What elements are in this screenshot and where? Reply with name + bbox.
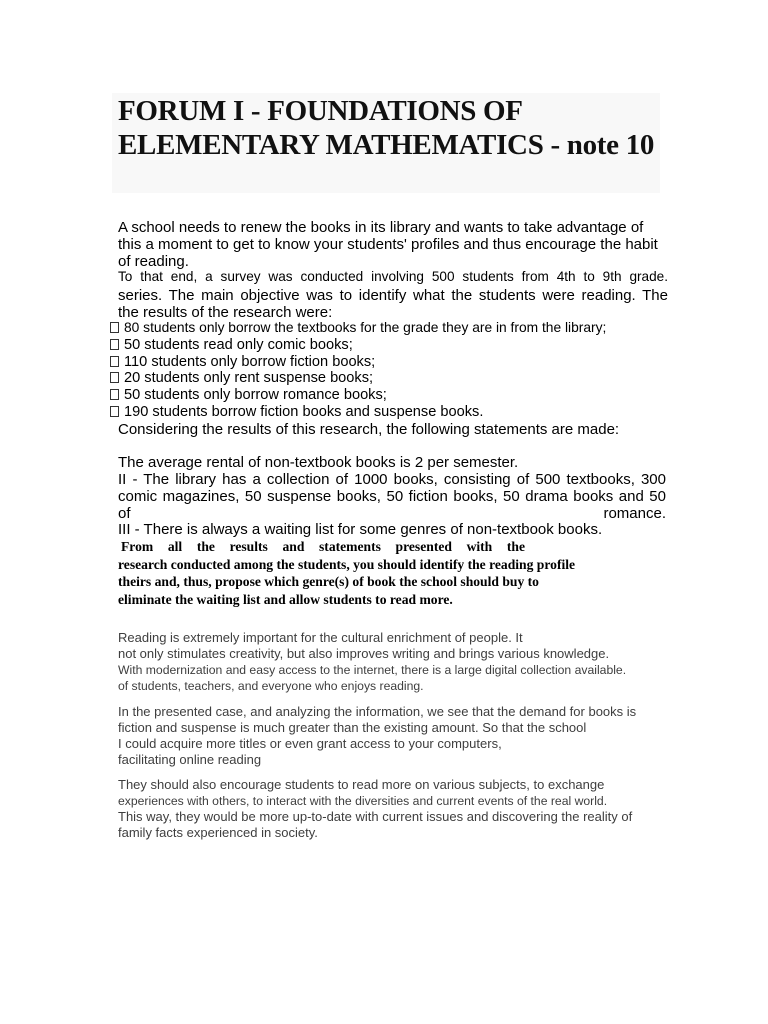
task-line: From all the results and statements presented with the bbox=[121, 539, 525, 554]
list-item: 80 students only borrow the textbooks for the grade they are in from the library; bbox=[110, 320, 670, 337]
answer-paragraph-2 bbox=[118, 704, 678, 768]
task-line: eliminate the waiting list and allow students to read more. bbox=[118, 591, 453, 607]
results-intro: the results of the research were: bbox=[118, 304, 333, 321]
answer-line: This way, they would be more up-to-date with current issues and discovering the reality of bbox=[118, 809, 633, 824]
answer-line: of students, teachers, and everyone who enjoys reading. bbox=[118, 679, 424, 693]
answer-line: family facts experienced in society. bbox=[118, 825, 318, 840]
answer-line: experiences with others, to interact with the diversities and current events of the real world. bbox=[118, 794, 608, 808]
bullet-icon bbox=[110, 356, 119, 367]
answer-paragraph-1 bbox=[118, 630, 678, 694]
answer-line: I could acquire more titles or even grant access to your computers, bbox=[118, 736, 502, 751]
list-item: 50 students only borrow romance books; bbox=[110, 387, 670, 404]
survey-sentence: To that end, a survey was conducted involving 500 students from 4th to 9th grade. bbox=[118, 269, 668, 284]
answer-line: facilitating online reading bbox=[118, 752, 262, 767]
page-title: FORUM I - FOUNDATIONS OF ELEMENTARY MATHEMATICS - note 10 bbox=[118, 95, 655, 161]
answer-line: With modernization and easy access to the internet, there is a large digital collection available. bbox=[118, 663, 627, 677]
answer-line: In the presented case, and analyzing the information, we see that the demand for books is bbox=[118, 704, 637, 719]
answer-line: They should also encourage students to read more on various subjects, to exchange bbox=[118, 777, 605, 792]
statement-2-line: II - The library has a collection of 1000 books, consisting of 500 textbooks, 300 bbox=[118, 471, 666, 488]
task-line: research conducted among the students, you should identify the reading profile bbox=[118, 556, 576, 572]
list-item: 190 students borrow fiction books and suspense books. bbox=[110, 404, 670, 421]
intro-paragraph: A school needs to renew the books in its library and wants to take advantage of this a moment to get to know your students' profiles and thus encourage the habit of reading. bbox=[118, 219, 658, 270]
statement-2 bbox=[118, 471, 666, 522]
bullet-icon bbox=[110, 372, 119, 383]
answer-paragraph-3 bbox=[118, 777, 678, 841]
bullet-icon bbox=[110, 339, 119, 350]
considering-sentence: Considering the results of this research, the following statements are made: bbox=[118, 421, 620, 438]
list-item: 110 students only borrow fiction books; bbox=[110, 354, 670, 371]
task-line: theirs and, thus, propose which genre(s) of book the school should buy to bbox=[118, 574, 539, 589]
results-list bbox=[110, 320, 670, 421]
answer-line: not only stimulates creativity, but also improves writing and brings various knowledge. bbox=[118, 646, 610, 661]
objective-sentence: series. The main objective was to identify what the students were reading. The bbox=[118, 287, 668, 304]
answer-line: fiction and suspense is much greater than the existing amount. So that the school bbox=[118, 720, 587, 735]
statement-3: III - There is always a waiting list for some genres of non-textbook books. bbox=[118, 521, 603, 538]
bullet-icon bbox=[110, 406, 119, 417]
statement-2-line: of romance. bbox=[118, 505, 666, 522]
statement-1: The average rental of non-textbook books is 2 per semester. bbox=[118, 454, 519, 471]
bullet-icon bbox=[110, 389, 119, 400]
list-item: 20 students only rent suspense books; bbox=[110, 370, 670, 387]
answer-line: Reading is extremely important for the cultural enrichment of people. It bbox=[118, 630, 523, 645]
bullet-icon bbox=[110, 322, 119, 333]
list-item: 50 students read only comic books; bbox=[110, 337, 670, 354]
statement-2-line: comic magazines, 50 suspense books, 50 fiction books, 50 drama books and 50 bbox=[118, 488, 666, 505]
task-paragraph bbox=[118, 538, 638, 608]
